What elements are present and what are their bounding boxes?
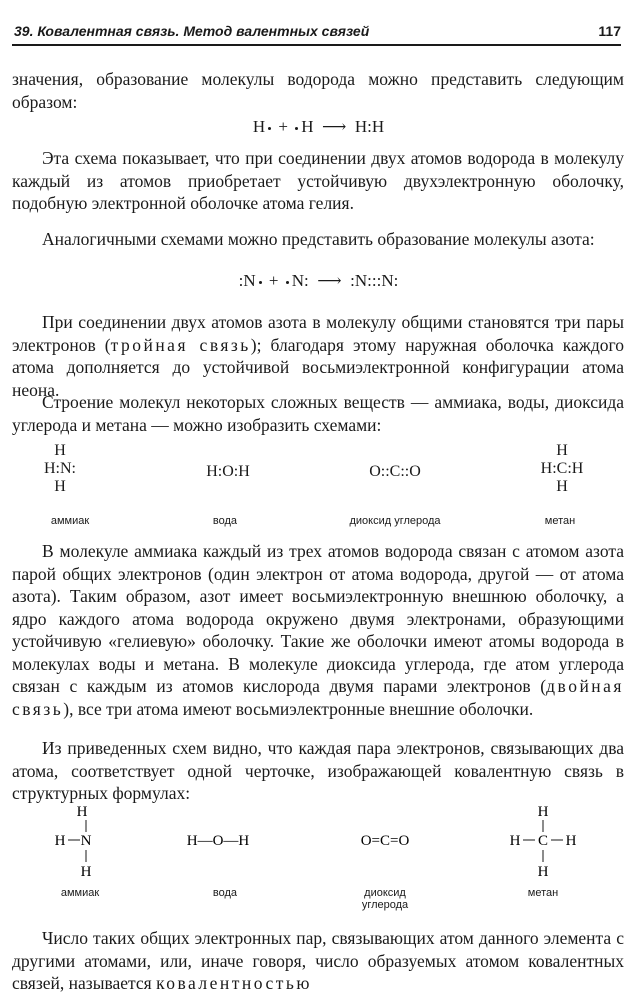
electron-water: H:O:H [206, 463, 250, 480]
electron-co2: O::C::O [369, 463, 421, 480]
running-header [12, 22, 621, 46]
sa-h-top: H [76, 804, 88, 820]
paragraph-3: Аналогичными схемами можно представить образование молекулы азота: [42, 229, 595, 249]
electron-methane: H H:C:H H [540, 442, 584, 495]
header-title: 39. Ковалентная связь. Метод валентных связей [14, 23, 370, 39]
paragraph-1: значения, образование молекулы водорода можно представить следующим образом: [12, 69, 624, 112]
structural-methane [510, 804, 577, 880]
electron-ammonia: H H:N: H [44, 442, 76, 495]
caption-methane-2: метан [527, 887, 559, 899]
eq-h-left: H [252, 117, 266, 136]
p6-emphasis: двойная связь [12, 676, 624, 719]
p8-emphasis: ковалентностью [156, 973, 312, 993]
caption-water-1: вода [212, 515, 238, 527]
sa-h-bottom: H [80, 864, 92, 880]
structural-ammonia [55, 804, 92, 880]
caption-co2-2: диоксид углерода [361, 887, 409, 911]
sm-h-left: H [509, 833, 521, 849]
eq-h-right: H [301, 117, 314, 136]
sa-h-left: H [54, 833, 66, 849]
paragraph-4 [12, 311, 624, 401]
paragraph-5: Строение молекул некоторых сложных веществ — аммиака, воды, диоксида углерода и метана — можно изобразить схемами: [12, 392, 624, 435]
eq-n-product: :N:::N: [350, 271, 399, 290]
caption-water-2: вода [212, 887, 238, 899]
structural-water: H—O—H [186, 833, 250, 849]
caption-ammonia-1: аммиак [50, 515, 90, 527]
sm-h-top: H [537, 804, 549, 820]
p4-part-c: ); благодаря этому наружная оболочка каждого атома дополняется до устойчивой восьмиэлектронной конфигурации атома неона. [12, 334, 624, 400]
sm-c: C [537, 833, 549, 849]
eq-n-plus: + [268, 271, 279, 290]
eq-h-product: H:H [354, 117, 385, 136]
structural-formulas [0, 800, 637, 880]
paragraph-8 [12, 927, 624, 995]
nitrogen-equation: :N + N: ⟶ :N:::N: [238, 271, 399, 290]
eq-n-right: N [291, 271, 305, 290]
sm-h-bottom: H [537, 864, 549, 880]
sa-n: N [80, 833, 92, 849]
caption-ammonia-2: аммиак [60, 887, 100, 899]
structural-co2: O=C=O [360, 833, 410, 849]
p6-part-c: ), все три атома имеют восьмиэлектронные внешние оболочки. [63, 698, 534, 719]
caption-methane-1: метан [544, 515, 576, 527]
eq-h-arrow: ⟶ [322, 117, 347, 136]
paragraph-7: Из приведенных схем видно, что каждая пара электронов, связывающих два атома, соответствует одной черточке, изображающей ковалентную связь в структурных формулах: [12, 738, 624, 803]
p4-part-a: При соединении двух атомов азота в молекулу общими становятся три пары электронов ( [12, 312, 624, 355]
caption-co2-1: диоксид углерода [349, 515, 441, 527]
page-number: 117 [598, 23, 621, 39]
hydrogen-equation [0, 117, 637, 137]
eq-n-arrow: ⟶ [317, 271, 342, 290]
paragraph-6 [12, 540, 624, 720]
p6-part-a: В молекуле аммиака каждый из трех атомов водорода связан с атомом азота парой общих электронов (один электрон от атома водорода, другой — от атома азота). Таким образом, азот имеет восьмиэлектронную внешнюю оболочку, а ядро каждого атома водорода окружено двумя электронами, образующими устойчивую «гелиевую» оболочку. Такие же оболочки имеют атомы водорода в молекулах воды и метана. В молекуле диоксида углерода, где атом углерода связан с каждым из атомов кислорода двумя парами электронов ( [12, 541, 624, 696]
sm-h-right: H [565, 833, 577, 849]
eq-h-plus: + [278, 117, 288, 136]
p4-emphasis: тройная связь [110, 334, 251, 355]
p8-part-a: Число таких общих электронных пар, связывающих атом данного элемента с другими атомами, или, иначе говоря, число образуемых атомом ковалентных связей, называется [12, 928, 624, 993]
paragraph-2: Эта схема показывает, что при соединении двух атомов водорода в молекулу каждый из атомов приобретает устойчивую двухэлектронную оболочку, подобную электронной оболочке атома гелия. [12, 148, 624, 213]
eq-n-left: N [243, 271, 256, 290]
